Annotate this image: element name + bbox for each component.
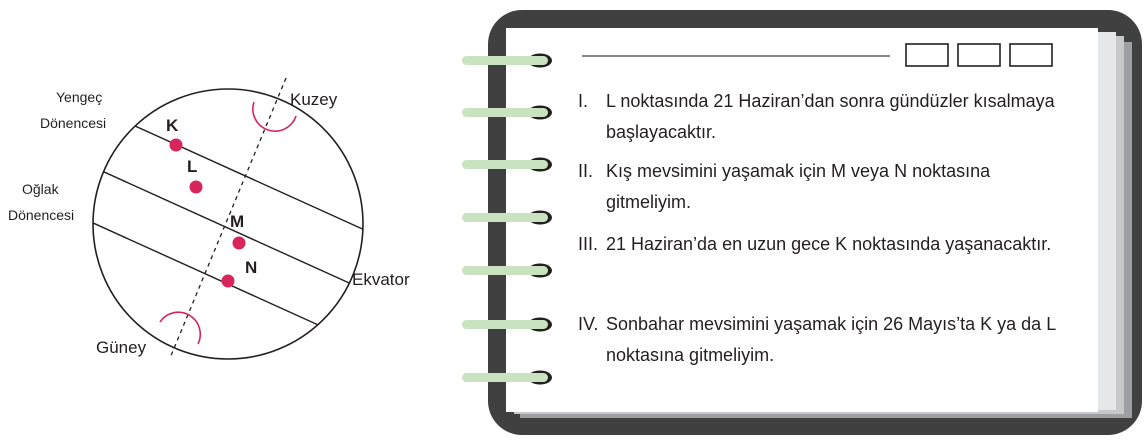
- point-m-label: M: [230, 212, 245, 231]
- yengec-label-line2: Dönencesi: [40, 115, 107, 131]
- yengec-label-line1: Yengeç: [56, 89, 103, 105]
- statement-2-text: Kış mevsimini yaşamak için M veya N noktasına gitmeliyim.: [606, 161, 991, 212]
- statement-1-text: L noktasında 21 Haziran’dan sonra gündüzler kısalmaya başlayacaktır.: [606, 91, 1055, 142]
- checkbox-1[interactable]: [906, 44, 948, 66]
- checkbox-2[interactable]: [958, 44, 1000, 66]
- statement-4-number: IV.: [578, 314, 599, 334]
- point-n-label: N: [245, 258, 258, 277]
- statement-4-text: Sonbahar mevsimini yaşamak için 26 Mayıs’ta K ya da L noktasına gitmeliyim.: [606, 314, 1056, 365]
- guney-label: Güney: [96, 338, 147, 357]
- statement-3-text: 21 Haziran’da en uzun gece K noktasında yaşanacaktır.: [606, 234, 1052, 254]
- point-k-label: K: [166, 116, 179, 135]
- statement-1-number: I.: [578, 91, 589, 111]
- statement-3-number: III.: [578, 234, 599, 254]
- point-l-label: L: [187, 157, 198, 176]
- kuzey-label: Kuzey: [290, 90, 338, 109]
- ekvator-label: Ekvator: [352, 270, 410, 289]
- checkbox-3[interactable]: [1010, 44, 1052, 66]
- oglak-label-line1: Oğlak: [22, 181, 59, 197]
- statement-2-number: II.: [578, 161, 594, 181]
- oglak-label-line2: Dönencesi: [8, 207, 75, 223]
